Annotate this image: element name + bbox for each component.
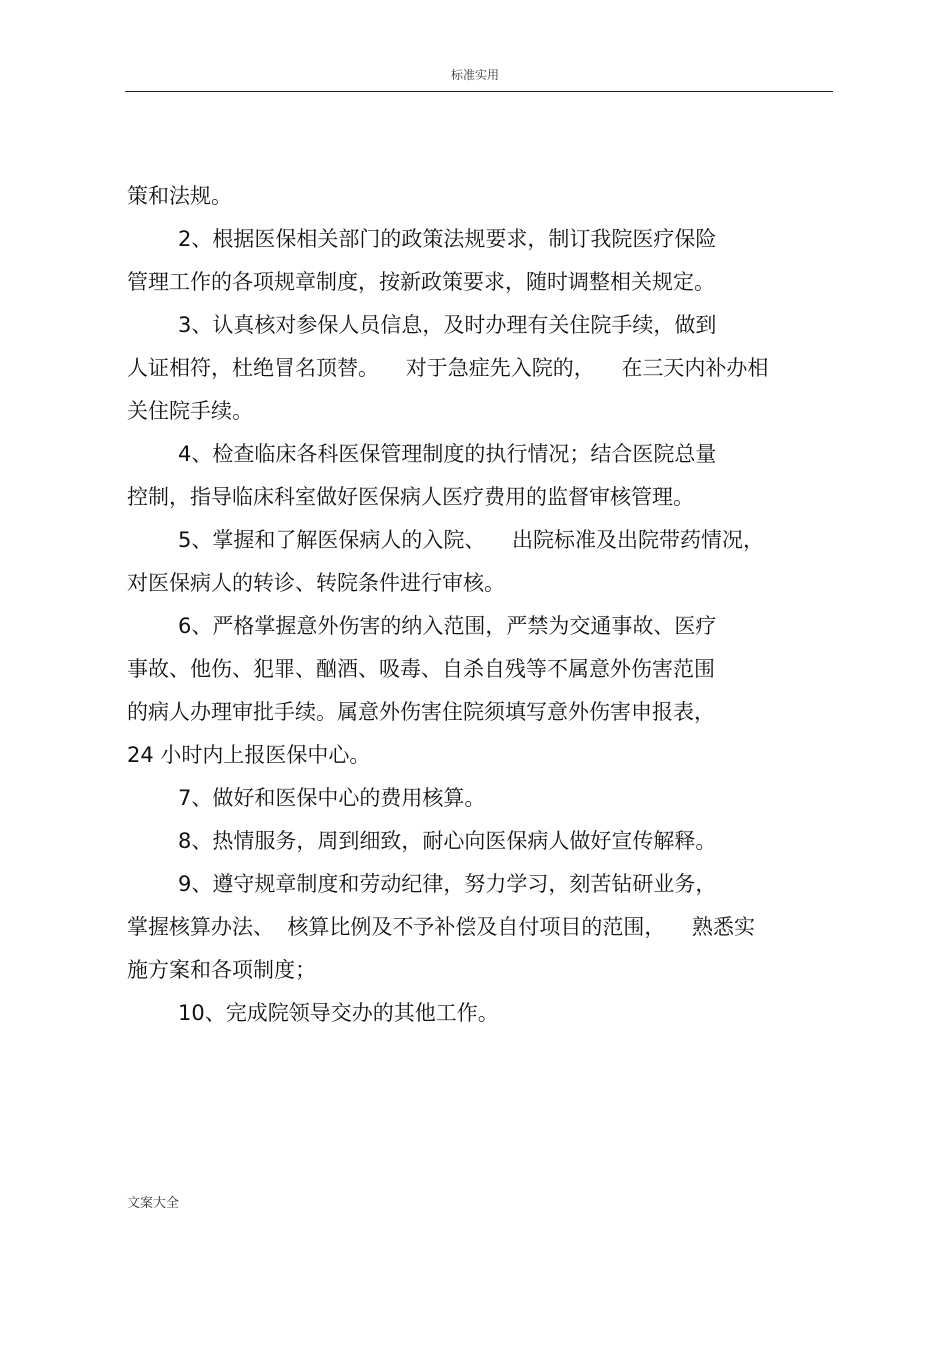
text-line: 施方案和各项制度；	[127, 958, 316, 982]
header-divider	[125, 91, 833, 92]
text-line: 关住院手续。	[127, 399, 253, 423]
text-line: 人证相符，杜绝冒名顶替。 对于急症先入院的， 在三天内补办相	[127, 356, 769, 380]
text-line: 控制，指导临床科室做好医保病人医疗费用的监督审核管理。	[127, 485, 694, 509]
text-line: 4、检查临床各科医保管理制度的执行情况；结合医院总量	[178, 442, 717, 466]
text-line: 掌握核算办法、 核算比例及不予补偿及自付项目的范围， 熟悉实	[127, 915, 756, 939]
text-line: 事故、他伤、犯罪、酗酒、吸毒、自杀自残等不属意外伤害范围	[127, 657, 715, 681]
text-line: 7、做好和医保中心的费用核算。	[178, 786, 486, 810]
text-line: 2、根据医保相关部门的政策法规要求，制订我院医疗保险	[178, 227, 717, 251]
text-line: 3、认真核对参保人员信息，及时办理有关住院手续，做到	[178, 313, 717, 337]
text-line: 24 小时内上报医保中心。	[127, 743, 371, 767]
text-line: 管理工作的各项规章制度，按新政策要求，随时调整相关规定。	[127, 270, 715, 294]
header-text: 标准实用	[450, 68, 499, 82]
text-line: 策和法规。	[127, 184, 232, 208]
text-line: 9、遵守规章制度和劳动纪律，努力学习，刻苦钻研业务，	[178, 872, 717, 896]
footer-text: 文案大全	[127, 1196, 180, 1211]
text-line: 的病人办理审批手续。属意外伤害住院须填写意外伤害申报表，	[127, 700, 715, 724]
text-line: 8、热情服务，周到细致，耐心向医保病人做好宣传解释。	[178, 829, 717, 853]
text-line: 5、掌握和了解医保病人的入院、 出院标准及出院带药情况，	[178, 528, 765, 552]
text-line: 对医保病人的转诊、转院条件进行审核。	[127, 571, 505, 595]
text-line: 6、严格掌握意外伤害的纳入范围，严禁为交通事故、医疗	[178, 614, 717, 638]
text-line: 10、完成院领导交办的其他工作。	[178, 1001, 499, 1025]
